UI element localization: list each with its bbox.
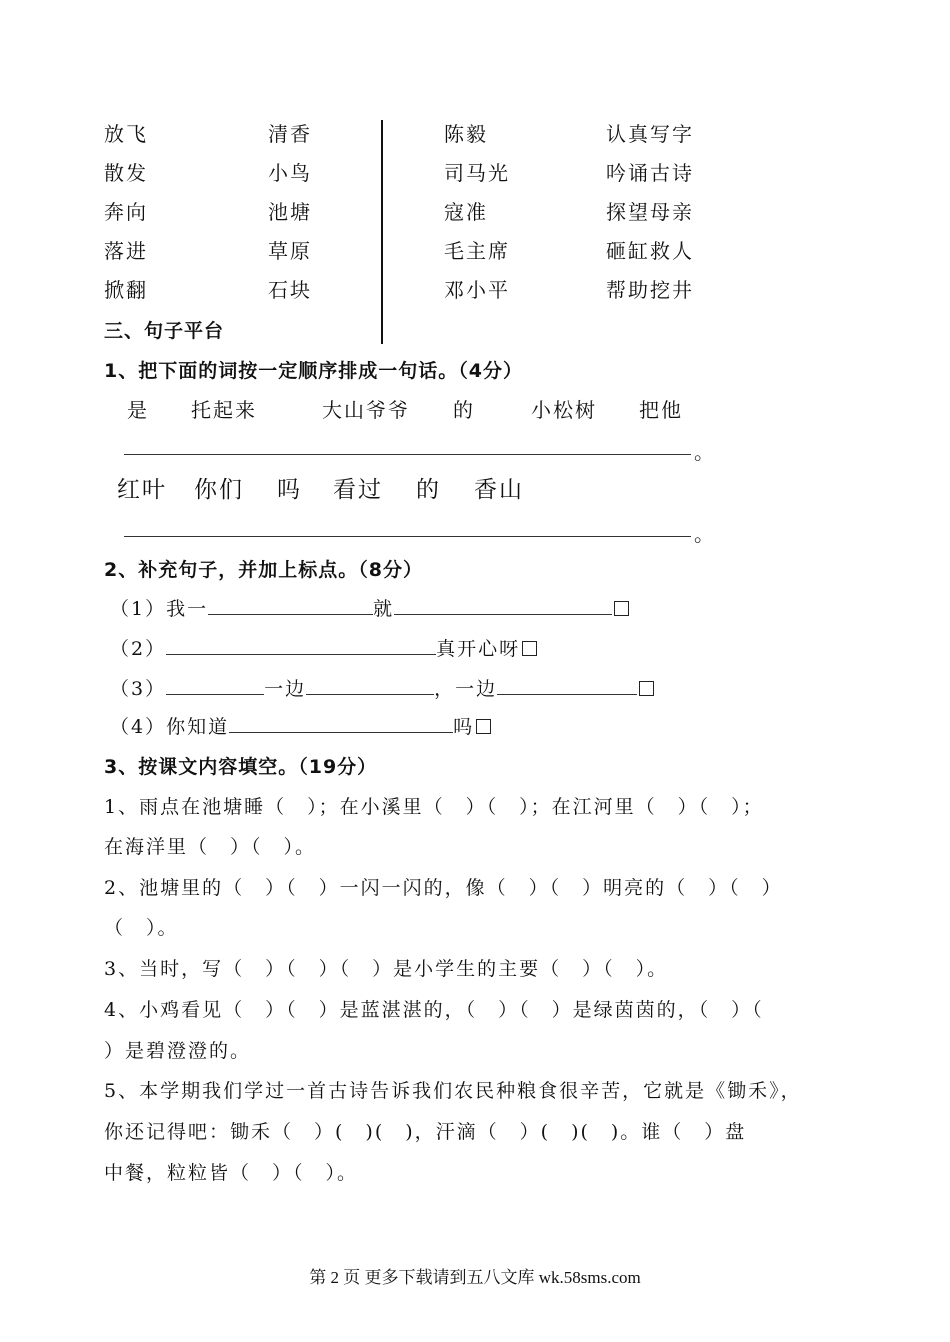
end-mark: 。 xyxy=(694,522,716,546)
blank[interactable] xyxy=(166,678,264,695)
item-number: （3） xyxy=(110,678,167,700)
word-item: 奔向 xyxy=(104,200,148,224)
item-text: 我一 xyxy=(166,598,209,620)
answer-line[interactable] xyxy=(124,454,691,455)
word-item: 托起来 xyxy=(191,398,257,422)
fill-line: 5、本学期我们学过一首古诗告诉我们农民种粮食很辛苦，它就是《锄禾》， xyxy=(104,1080,802,1102)
item-number: （2） xyxy=(110,638,167,660)
word-item: 认真写字 xyxy=(606,122,694,146)
end-mark: 。 xyxy=(694,440,716,464)
word-item: 的 xyxy=(416,477,441,503)
word-item: 吗 xyxy=(277,477,302,503)
item-number: （4） xyxy=(110,716,167,738)
word-item: 香山 xyxy=(474,477,524,503)
item-text: 吗 xyxy=(453,716,475,738)
word-item: 毛主席 xyxy=(444,239,510,263)
item-text: 真开心呀 xyxy=(436,638,521,660)
word-item: 帮助挖井 xyxy=(606,278,694,302)
word-item: 池塘 xyxy=(268,200,312,224)
fill-item-3 xyxy=(110,674,654,701)
question-3-title: 3、按课文内容填空。（19分） xyxy=(104,756,378,778)
page-footer: 第 2 页 更多下载请到五八文库 wk.58sms.com xyxy=(309,1268,641,1287)
question-2-title: 2、补充句子，并加上标点。（8分） xyxy=(104,559,423,581)
word-item: 陈毅 xyxy=(444,122,488,146)
fill-item-2 xyxy=(110,634,537,661)
fill-line: 3、当时，写（ ）（ ）（ ）是小学生的主要（ ）（ ）。 xyxy=(104,958,669,980)
item-number: （1） xyxy=(110,598,167,620)
blank[interactable] xyxy=(166,638,436,655)
word-item: 草原 xyxy=(268,239,312,263)
fill-line: 中餐，粒粒皆（ ）（ ）。 xyxy=(104,1162,359,1184)
section-title: 三、句子平台 xyxy=(104,320,225,342)
punctuation-box[interactable] xyxy=(614,601,629,616)
word-item: 散发 xyxy=(104,161,148,185)
word-item: 石块 xyxy=(268,278,312,302)
word-item: 放飞 xyxy=(104,122,148,146)
blank[interactable] xyxy=(394,598,612,615)
fill-line: 2、池塘里的（ ）（ ）一闪一闪的，像（ ）（ ）明亮的（ ）（ ） xyxy=(104,877,783,899)
question-1-title: 1、把下面的词按一定顺序排成一句话。（4分） xyxy=(104,360,523,382)
word-item: 吟诵古诗 xyxy=(606,161,694,185)
word-item: 小鸟 xyxy=(268,161,312,185)
column-divider xyxy=(381,120,383,344)
word-item: 小松树 xyxy=(531,398,597,422)
item-text: 一边 xyxy=(264,678,307,700)
word-item: 寇准 xyxy=(444,200,488,224)
answer-line[interactable] xyxy=(124,536,691,537)
word-item: 的 xyxy=(453,398,475,422)
word-item: 掀翻 xyxy=(104,278,148,302)
blank[interactable] xyxy=(306,678,434,695)
word-item: 是 xyxy=(127,398,149,422)
blank[interactable] xyxy=(497,678,637,695)
fill-line: ）是碧澄澄的。 xyxy=(104,1040,252,1062)
punctuation-box[interactable] xyxy=(476,719,491,734)
fill-item-1 xyxy=(110,594,629,621)
blank[interactable] xyxy=(208,598,373,615)
word-item: 清香 xyxy=(268,122,312,146)
word-item: 红叶 xyxy=(117,477,167,503)
fill-line: （ ）。 xyxy=(104,917,179,939)
word-item: 探望母亲 xyxy=(606,200,694,224)
word-item: 司马光 xyxy=(444,161,510,185)
item-text: 你知道 xyxy=(166,716,230,738)
word-item: 大山爷爷 xyxy=(322,398,410,422)
word-item: 邓小平 xyxy=(444,278,510,302)
punctuation-box[interactable] xyxy=(522,641,537,656)
item-text: ，一边 xyxy=(434,678,498,700)
word-item: 落进 xyxy=(104,239,148,263)
fill-line: 你还记得吧：锄禾（ ）( )( )，汗滴（ ）( )( )。谁（ ）盘 xyxy=(104,1121,747,1143)
item-text: 就 xyxy=(373,598,395,620)
punctuation-box[interactable] xyxy=(639,681,654,696)
word-item: 砸缸救人 xyxy=(606,239,694,263)
fill-line: 1、雨点在池塘睡（ ）；在小溪里（ ）（ ）；在江河里（ ）（ ）； xyxy=(104,796,764,818)
blank[interactable] xyxy=(229,716,453,733)
fill-item-4 xyxy=(110,712,491,739)
word-item: 看过 xyxy=(333,477,383,503)
fill-line: 在海洋里（ ）（ ）。 xyxy=(104,836,317,858)
fill-line: 4、小鸡看见（ ）（ ）是蓝湛湛的，（ ）（ ）是绿茵茵的，（ ）（ xyxy=(104,999,764,1021)
word-item: 你们 xyxy=(194,477,244,503)
word-item: 把他 xyxy=(639,398,683,422)
